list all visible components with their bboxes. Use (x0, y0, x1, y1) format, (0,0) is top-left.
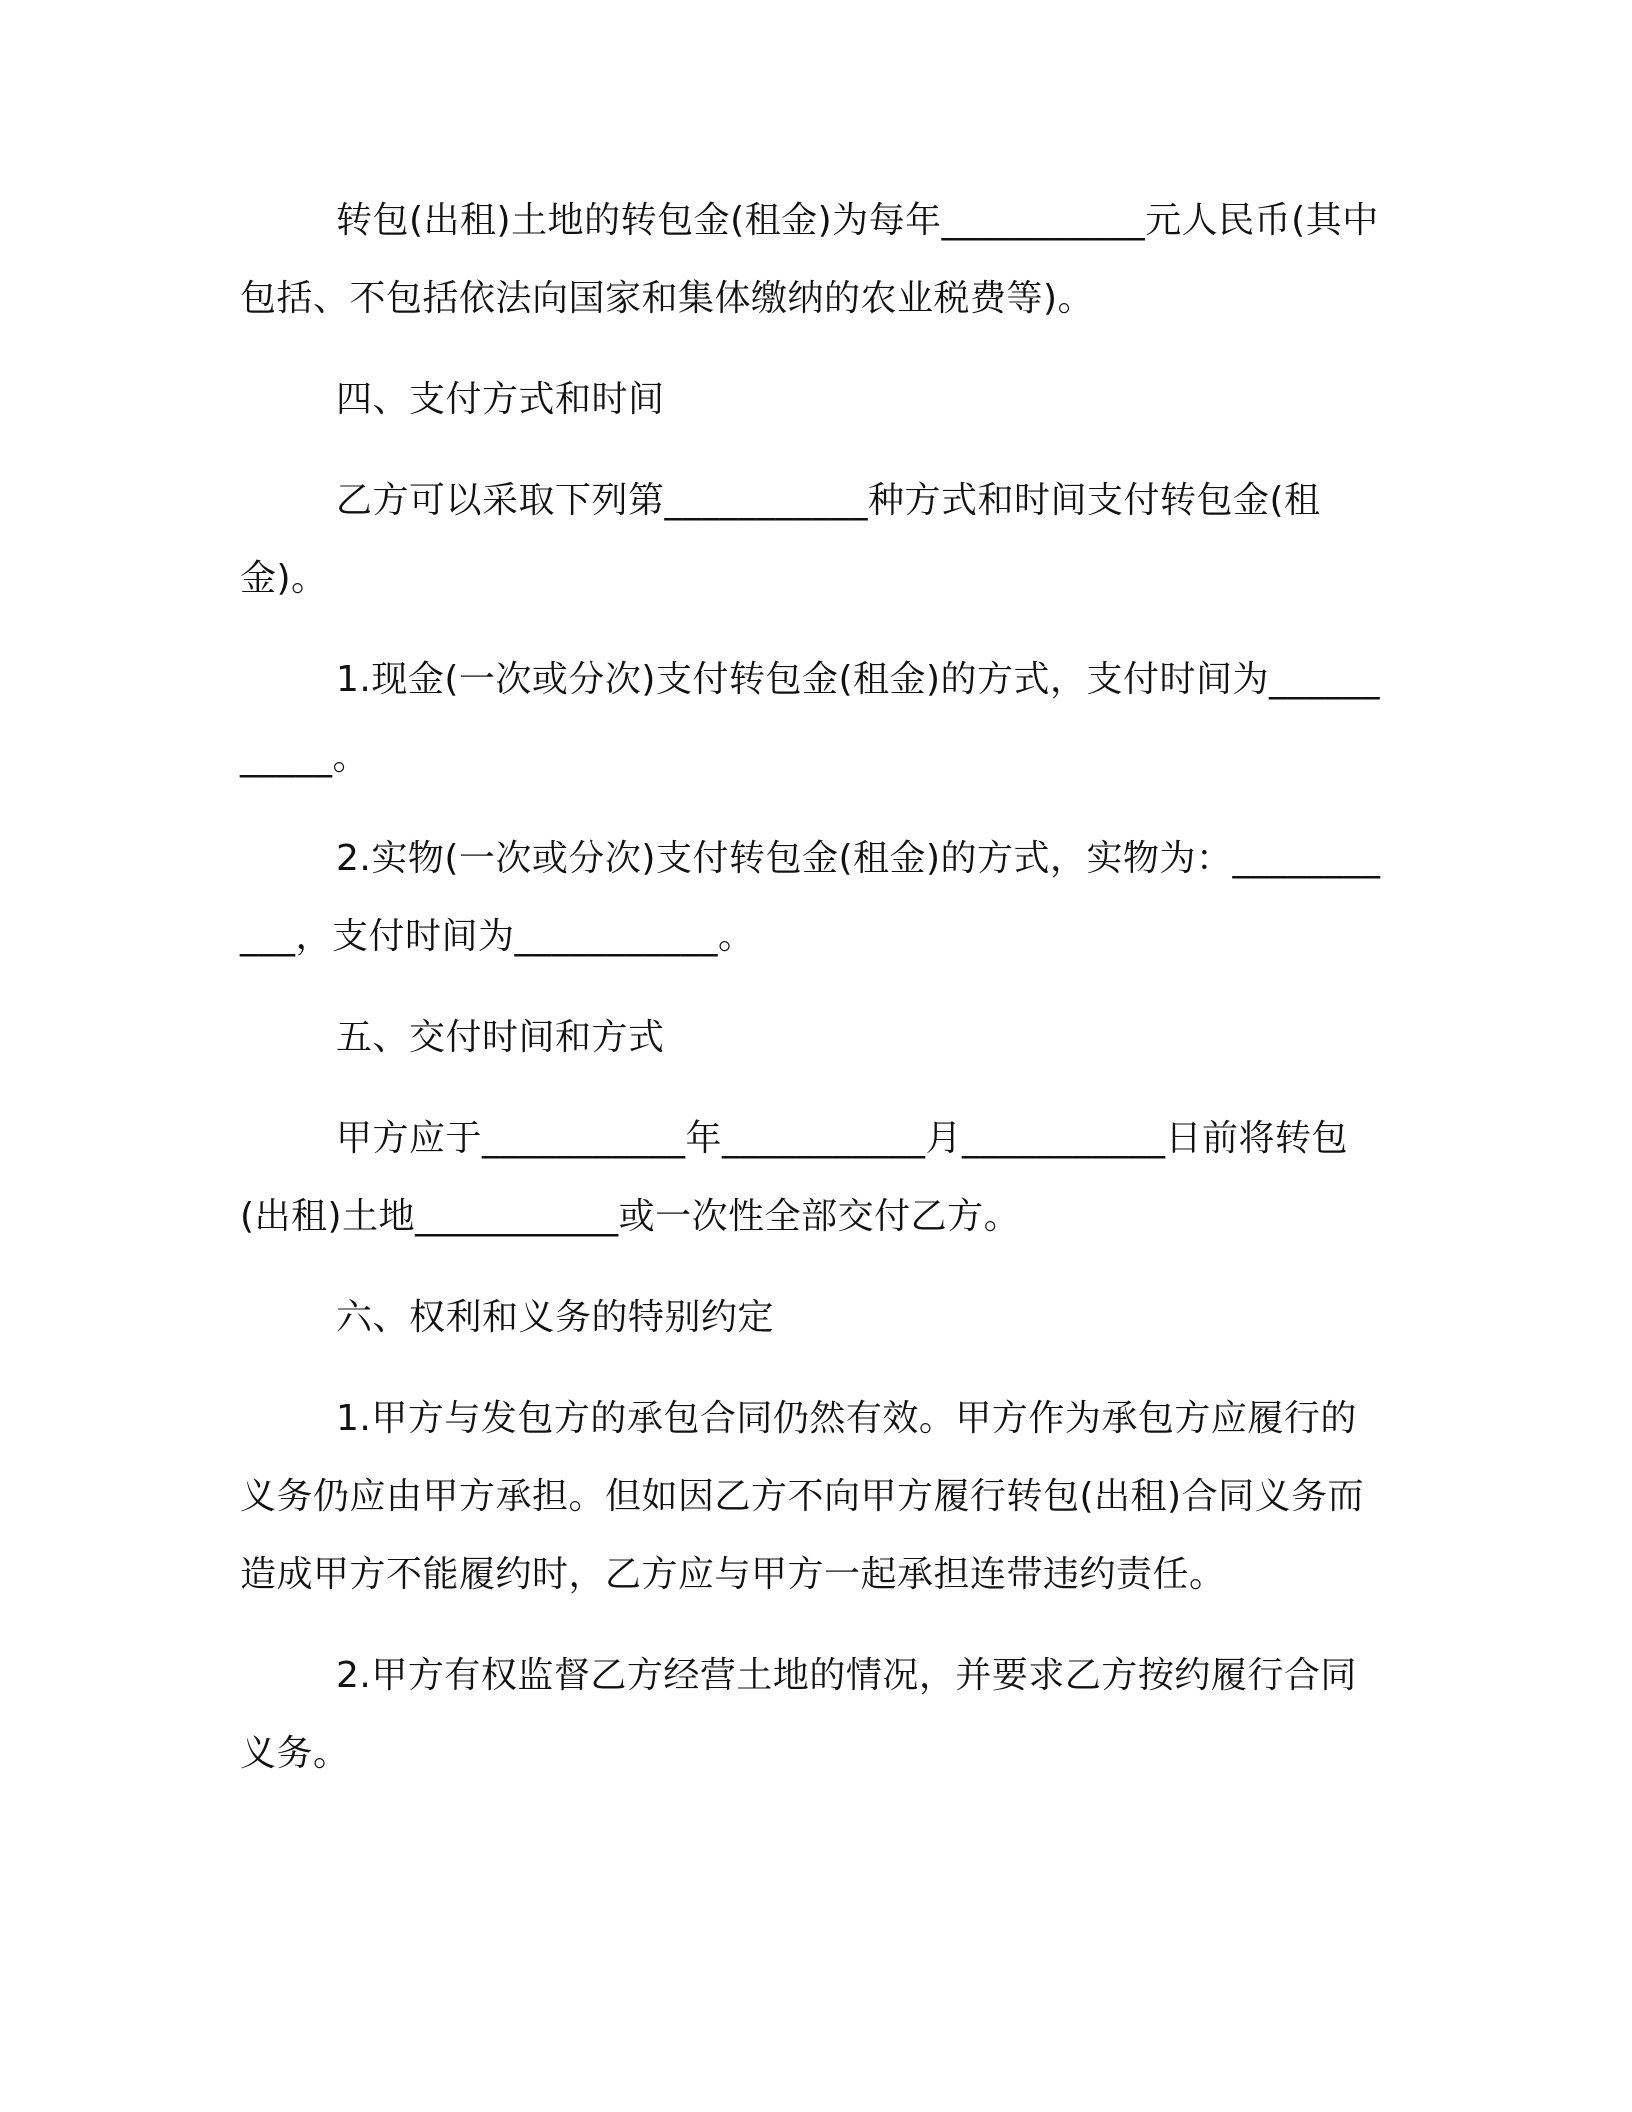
payment-method-paragraph: 乙方可以采取下列第___________种方式和时间支付转包金(租金)。 (240, 480, 1321, 599)
rights-clause-2: 2.甲方有权监督乙方经营土地的情况，并要求乙方按约履行合同义务。 (240, 1655, 1357, 1774)
document-body (240, 182, 1390, 1816)
section-heading-payment: 四、支付方式和时间 (336, 379, 665, 420)
cash-payment-paragraph: 1.现金(一次或分次)支付转包金(租金)的方式，支付时间为___________。 (240, 659, 1381, 778)
section-heading-delivery: 五、交付时间和方式 (336, 1017, 665, 1058)
in-kind-payment-paragraph: 2.实物(一次或分次)支付转包金(租金)的方式，实物为：___________，支付时间为___________。 (240, 838, 1381, 957)
section-heading-rights: 六、权利和义务的特别约定 (336, 1297, 775, 1338)
delivery-date-paragraph: 甲方应于___________年___________月___________日前将转包(出租)土地___________或一次性全部交付乙方。 (240, 1118, 1349, 1237)
rights-clause-1: 1.甲方与发包方的承包合同仍然有效。甲方作为承包方应履行的义务仍应由甲方承担。但如因乙方不向甲方履行转包(出租)合同义务而造成甲方不能履约时，乙方应与甲方一起承担连带违约责任。 (240, 1398, 1365, 1595)
rent-amount-paragraph: 转包(出租)土地的转包金(租金)为每年___________元人民币(其中包括、不包括依法向国家和集体缴纳的农业税费等)。 (240, 200, 1379, 319)
